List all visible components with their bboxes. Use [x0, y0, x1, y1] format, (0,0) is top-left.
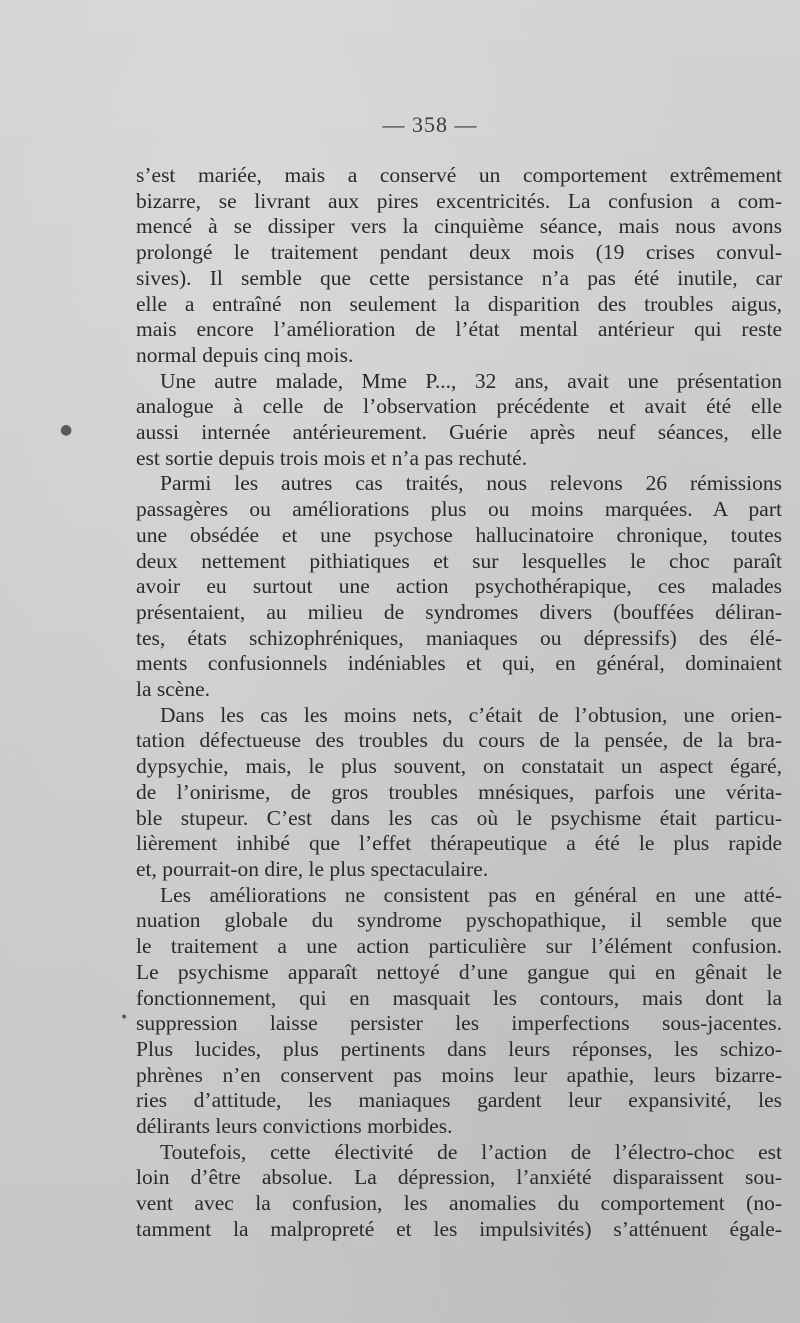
text-line: Plus lucides, plus pertinents dans leurs réponses, les schizo-	[136, 1036, 782, 1061]
text-line: est sortie depuis trois mois et n’a pas rechuté.	[136, 445, 528, 470]
text-line: Parmi les autres cas traités, nous relevons 26 rémissions	[160, 471, 782, 496]
text-line: et, pourrait-on dire, le plus spectaculaire.	[136, 856, 489, 881]
text-line: le traitement a une action particulière sur l’élément confusion.	[136, 934, 782, 959]
text-line: passagères ou améliorations plus ou moins marquées. A part	[136, 497, 782, 522]
margin-speck: ●	[60, 422, 73, 438]
paragraph-2	[136, 369, 782, 472]
margin-speck: •	[120, 1010, 129, 1026]
text-line: Toutefois, cette électivité de l’action de l’électro-choc est	[160, 1139, 782, 1164]
text-line: prolongé le traitement pendant deux mois (19 crises convul-	[136, 240, 782, 265]
page-number: — 358 —	[382, 112, 478, 137]
text-line: normal depuis cinq mois.	[136, 342, 354, 367]
text-line: ments confusionnels indéniables et qui, en général, dominaient	[136, 651, 782, 676]
text-line: délirants leurs convictions morbides.	[136, 1114, 453, 1139]
text-line: une obsédée et une psychose hallucinatoire chronique, toutes	[136, 522, 782, 547]
text-line: la scène.	[136, 677, 211, 702]
text-line: phrènes n’en conservent pas moins leur apathie, leurs bizarre-	[136, 1062, 782, 1087]
text-line: elle a entraîné non seulement la disparition des troubles aigus,	[136, 291, 782, 316]
paragraph-6	[136, 1140, 782, 1243]
text-line: tes, états schizophréniques, maniaques ou dépressifs) des élé-	[136, 625, 782, 650]
text-line: nuation globale du syndrome pyschopathique, il semble que	[136, 908, 782, 933]
text-line: Les améliorations ne consistent pas en général en une atté-	[160, 882, 782, 907]
text-line: loin d’être absolue. La dépression, l’anxiété disparaissent sou-	[136, 1165, 782, 1190]
paragraph-5	[136, 883, 782, 1140]
text-line: présentaient, au milieu de syndromes divers (bouffées déliran-	[136, 599, 782, 624]
text-line: mencé à se dissiper vers la cinquième séance, mais nous avons	[136, 214, 782, 239]
text-line: suppression laisse persister les imperfections sous-jacentes.	[136, 1011, 782, 1036]
text-line: vent avec la confusion, les anomalies du comportement (no-	[136, 1191, 782, 1216]
text-line: mais encore l’amélioration de l’état mental antérieur qui reste	[136, 317, 782, 342]
text-line: de l’onirisme, de gros troubles mnésiques, parfois une vérita-	[136, 779, 782, 804]
paragraph-3	[136, 471, 782, 702]
text-line: analogue à celle de l’observation précédente et avait été elle	[136, 394, 782, 419]
text-line: Une autre malade, Mme P..., 32 ans, avait une présentation	[160, 368, 782, 393]
text-line: Le psychisme apparaît nettoyé d’une gangue qui en gênait le	[136, 959, 782, 984]
text-line: tamment la malpropreté et les impulsivités) s’atténuent égale-	[136, 1216, 782, 1241]
text-line: lièrement inhibé que l’effet thérapeutique a été le plus rapide	[136, 831, 782, 856]
text-line: Dans les cas les moins nets, c’était de l’obtusion, une orien-	[160, 702, 782, 727]
text-line: tation défectueuse des troubles du cours de la pensée, de la bra-	[136, 728, 782, 753]
text-line: deux nettement pithiatiques et sur lesquelles le choc paraît	[136, 548, 782, 573]
text-line: bizarre, se livrant aux pires excentricités. La confusion a com-	[136, 188, 782, 213]
text-line: sives). Il semble que cette persistance n’a pas été inutile, car	[136, 265, 782, 290]
text-line: ble stupeur. C’est dans les cas où le psychisme était particu-	[136, 805, 782, 830]
paragraph-1	[136, 163, 782, 369]
text-line: ries d’attitude, les maniaques gardent leur expansivité, les	[136, 1088, 782, 1113]
text-line: avoir eu surtout une action psychothérapique, ces malades	[136, 574, 782, 599]
text-line: fonctionnement, qui en masquait les contours, mais dont la	[136, 985, 782, 1010]
paragraph-4	[136, 703, 782, 883]
text-line: aussi internée antérieurement. Guérie après neuf séances, elle	[136, 420, 782, 445]
text-line: s’est mariée, mais a conservé un comportement extrêmement	[136, 163, 782, 187]
body-text	[136, 163, 782, 1243]
text-line: dypsychie, mais, le plus souvent, on constatait un aspect égaré,	[136, 754, 782, 779]
